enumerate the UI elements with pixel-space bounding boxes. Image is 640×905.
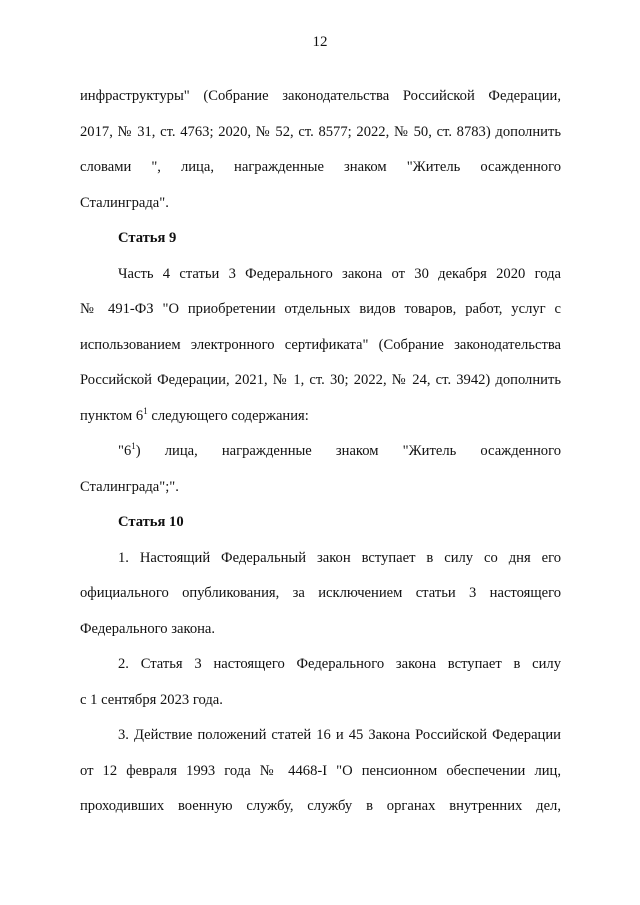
text-line: использованием электронного сертификата" (Собрание законодательства bbox=[80, 336, 561, 353]
article-9-paragraph bbox=[80, 257, 561, 435]
text-fragment: "6 bbox=[118, 443, 132, 459]
text-line: 2. Статья 3 настоящего Федерального закона вступает в силу bbox=[118, 656, 561, 672]
text-line: Российской Федерации, 2021, № 1, ст. 30; 2022, № 24, ст. 3942) дополнить bbox=[80, 372, 561, 388]
text-line: 3. Действие положений статей 16 и 45 Закона Российской Федерации bbox=[118, 727, 561, 743]
text-line: № 491-ФЗ "О приобретении отдельных видов товаров, работ, услуг с bbox=[80, 301, 561, 317]
article-10-item-2 bbox=[80, 647, 561, 718]
text-line: от 12 февраля 1993 года № 4468-I "О пенсионном обеспечении лиц, bbox=[80, 762, 561, 779]
article-10-heading: Статья 10 bbox=[118, 514, 184, 530]
text-line: 2017, № 31, ст. 4763; 2020, № 52, ст. 8577; 2022, № 50, ст. 8783) дополнить bbox=[80, 123, 561, 140]
document-body bbox=[80, 79, 561, 825]
paragraph-amendment-tail bbox=[80, 79, 561, 221]
text-line: проходивших военную службу, службу в органах внутренних дел, bbox=[80, 798, 561, 814]
text-line bbox=[80, 434, 561, 470]
text-line: Федерального закона. bbox=[80, 620, 216, 637]
text-line: Часть 4 статьи 3 Федерального закона от 30 декабря 2020 года bbox=[118, 265, 561, 282]
article-9-heading: Статья 9 bbox=[118, 230, 177, 246]
text-line: официального опубликования, за исключением статьи 3 настоящего bbox=[80, 585, 561, 601]
text-line: Сталинграда";". bbox=[80, 478, 179, 495]
text-line: 1. Настоящий Федеральный закон вступает в силу со дня его bbox=[118, 549, 561, 566]
text-line: с 1 сентября 2023 года. bbox=[80, 691, 223, 708]
text-fragment: пунктом 6 bbox=[80, 407, 144, 424]
article-10-item-1 bbox=[80, 541, 561, 648]
text-line bbox=[80, 399, 561, 435]
article-9-quote bbox=[80, 434, 561, 505]
superscript: 1 bbox=[131, 441, 136, 451]
text-fragment: ) лица, награжденные знаком "Житель осажденного bbox=[135, 443, 561, 459]
text-line: словами ", лица, награжденные знаком "Житель осажденного bbox=[80, 159, 561, 175]
text-line: инфраструктуры" (Собрание законодательства Российской Федерации, bbox=[80, 88, 561, 104]
page-number: 12 bbox=[312, 34, 328, 50]
text-line: Сталинграда". bbox=[80, 194, 169, 211]
text-fragment: следующего содержания: bbox=[147, 407, 309, 424]
article-10-item-3 bbox=[80, 718, 561, 825]
superscript: 1 bbox=[143, 405, 148, 416]
